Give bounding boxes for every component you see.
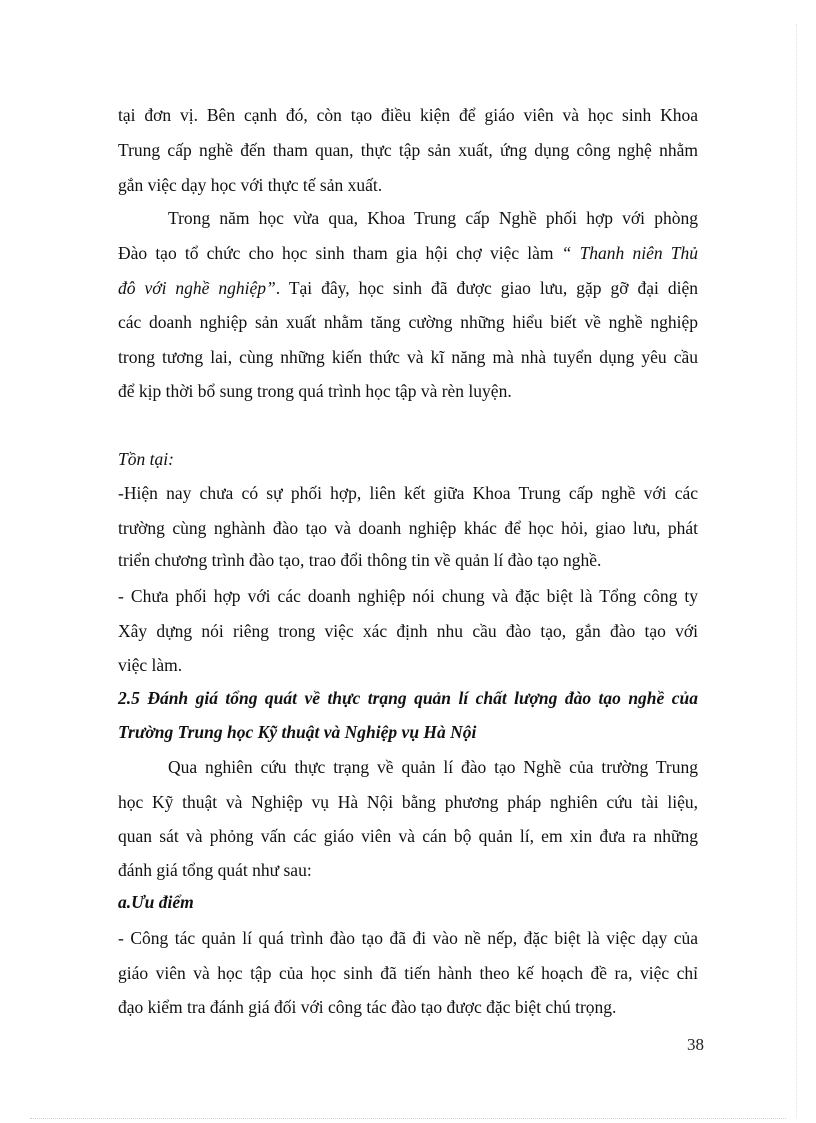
paragraph-line: triển chương trình đào tạo, trao đổi thông tin về quản lí đào tạo nghề. (118, 550, 602, 570)
paragraph-line: trong tương lai, cùng những kiến thức và kĩ năng mà nhà tuyển dụng yêu cầu (118, 347, 698, 367)
paragraph-text: Đào tạo tổ chức cho học sinh tham gia hội chợ việc làm (118, 243, 562, 263)
event-name-italic: đô với nghề nghiệp” (118, 278, 276, 298)
paragraph-text: . Tại đây, học sinh đã được giao lưu, gặp gỡ đại diện (275, 278, 698, 298)
paragraph-line: Trong năm học vừa qua, Khoa Trung cấp Nghề phối hợp với phòng (168, 208, 698, 228)
paragraph-line: quan sát và phỏng vấn các giáo viên và cán bộ quản lí, em xin đưa ra những (118, 826, 698, 846)
paragraph-line: đạo kiểm tra đánh giá đối với công tác đào tạo được đặc biệt chú trọng. (118, 997, 617, 1017)
paragraph-line: trường cùng nghành đào tạo và doanh nghiệp khác để học hỏi, giao lưu, phát (118, 518, 698, 538)
paragraph-line: Trung cấp nghề đến tham quan, thực tập sản xuất, ứng dụng công nghệ nhằm (118, 140, 698, 160)
paragraph-line: gắn việc dạy học với thực tế sản xuất. (118, 175, 383, 195)
page-bottom-divider (30, 1118, 786, 1119)
paragraph-line: - Chưa phối hợp với các doanh nghiệp nói chung và đặc biệt là Tổng công ty (118, 586, 698, 606)
event-name-italic: “ Thanh niên Thủ (561, 243, 698, 263)
paragraph-line: - Công tác quản lí quá trình đào tạo đã đi vào nề nếp, đặc biệt là việc dạy của (118, 928, 698, 948)
section-heading: 2.5 Đánh giá tổng quát về thực trạng quản lí chất lượng đào tạo nghề của (118, 688, 698, 708)
paragraph-line: -Hiện nay chưa có sự phối hợp, liên kết giữa Khoa Trung cấp nghề với các (118, 483, 698, 503)
page-number: 38 (687, 1035, 704, 1054)
paragraph-line: Qua nghiên cứu thực trạng về quản lí đào tạo Nghề của trường Trung (168, 757, 698, 777)
paragraph-line: các doanh nghiệp sản xuất nhằm tăng cường những hiểu biết về nghề nghiệp (118, 312, 698, 332)
page-edge-divider (796, 24, 797, 1118)
subheading-uu-diem: a.Ưu điểm (118, 892, 194, 912)
section-heading: Trường Trung học Kỹ thuật và Nghiệp vụ Hà Nội (118, 722, 477, 742)
paragraph-line (118, 241, 698, 265)
paragraph-line: giáo viên và học tập của học sinh đã tiến hành theo kế hoạch đề ra, việc chỉ (118, 963, 698, 983)
paragraph-line: đánh giá tổng quát như sau: (118, 860, 312, 880)
paragraph-line: Xây dựng nói riêng trong việc xác định nhu cầu đào tạo, gắn đào tạo với (118, 621, 698, 641)
subheading-ton-tai: Tồn tại: (118, 449, 174, 469)
paragraph-line: học Kỹ thuật và Nghiệp vụ Hà Nội bằng phương pháp nghiên cứu tài liệu, (118, 792, 698, 812)
paragraph-line: tại đơn vị. Bên cạnh đó, còn tạo điều kiện để giáo viên và học sinh Khoa (118, 105, 698, 125)
paragraph-line: việc làm. (118, 655, 183, 675)
paragraph-line (118, 276, 698, 300)
paragraph-line: để kịp thời bổ sung trong quá trình học tập và rèn luyện. (118, 381, 512, 401)
